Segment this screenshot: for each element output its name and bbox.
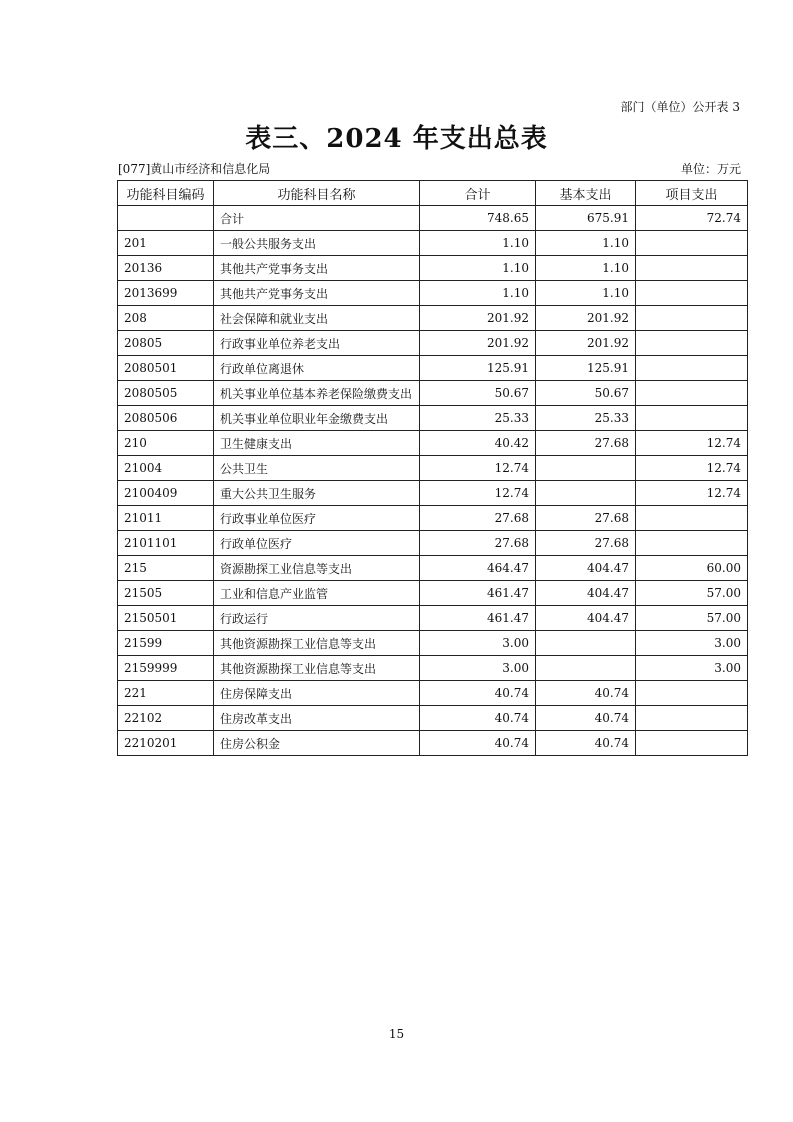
total-cell: 1.10 [420, 256, 536, 281]
project-cell: 57.00 [636, 581, 748, 606]
code-cell: 215 [118, 556, 214, 581]
total-cell: 461.47 [420, 581, 536, 606]
table-row [118, 381, 748, 406]
table-row [118, 481, 748, 506]
code-cell: 22102 [118, 706, 214, 731]
table-row [118, 281, 748, 306]
basic-cell: 404.47 [536, 556, 636, 581]
name-cell: 资源勘探工业信息等支出 [214, 556, 420, 581]
code-cell: 210 [118, 431, 214, 456]
total-cell: 1.10 [420, 231, 536, 256]
table-caption-line [118, 160, 741, 177]
total-cell: 201.92 [420, 331, 536, 356]
basic-cell: 40.74 [536, 706, 636, 731]
code-cell: 21599 [118, 631, 214, 656]
basic-cell: 25.33 [536, 406, 636, 431]
name-cell: 住房改革支出 [214, 706, 420, 731]
code-cell: 21505 [118, 581, 214, 606]
project-cell [636, 381, 748, 406]
project-cell [636, 356, 748, 381]
total-cell: 40.74 [420, 681, 536, 706]
basic-cell: 1.10 [536, 256, 636, 281]
name-cell: 公共卫生 [214, 456, 420, 481]
basic-cell: 404.47 [536, 581, 636, 606]
header-name: 功能科目名称 [214, 181, 420, 206]
total-cell: 748.65 [420, 206, 536, 231]
basic-cell: 1.10 [536, 231, 636, 256]
expenditure-table [117, 180, 748, 756]
name-cell: 合计 [214, 206, 420, 231]
project-cell [636, 281, 748, 306]
code-cell: 2013699 [118, 281, 214, 306]
code-cell: 21011 [118, 506, 214, 531]
code-cell: 20136 [118, 256, 214, 281]
form-number-label: 部门（单位）公开表 3 [620, 100, 740, 114]
total-cell: 40.42 [420, 431, 536, 456]
code-cell: 2080505 [118, 381, 214, 406]
table-row [118, 206, 748, 231]
code-cell: 2159999 [118, 656, 214, 681]
name-cell: 机关事业单位职业年金缴费支出 [214, 406, 420, 431]
basic-cell [536, 631, 636, 656]
total-cell: 40.74 [420, 706, 536, 731]
basic-cell [536, 481, 636, 506]
code-cell: 2150501 [118, 606, 214, 631]
basic-cell: 675.91 [536, 206, 636, 231]
basic-cell: 201.92 [536, 331, 636, 356]
header-total: 合计 [420, 181, 536, 206]
basic-cell: 40.74 [536, 731, 636, 756]
name-cell: 社会保障和就业支出 [214, 306, 420, 331]
code-cell: 2210201 [118, 731, 214, 756]
table-row [118, 731, 748, 756]
table-row [118, 606, 748, 631]
code-cell: 20805 [118, 331, 214, 356]
table-row [118, 256, 748, 281]
table-row [118, 531, 748, 556]
total-cell: 27.68 [420, 506, 536, 531]
name-cell: 行政事业单位养老支出 [214, 331, 420, 356]
table-row [118, 656, 748, 681]
project-cell [636, 731, 748, 756]
name-cell: 行政运行 [214, 606, 420, 631]
code-cell: 2080506 [118, 406, 214, 431]
basic-cell: 50.67 [536, 381, 636, 406]
name-cell: 重大公共卫生服务 [214, 481, 420, 506]
total-cell: 25.33 [420, 406, 536, 431]
code-cell [118, 206, 214, 231]
project-cell [636, 331, 748, 356]
project-cell: 72.74 [636, 206, 748, 231]
total-cell: 3.00 [420, 631, 536, 656]
basic-cell: 40.74 [536, 681, 636, 706]
name-cell: 卫生健康支出 [214, 431, 420, 456]
basic-cell [536, 456, 636, 481]
code-cell: 201 [118, 231, 214, 256]
total-cell: 40.74 [420, 731, 536, 756]
total-cell: 1.10 [420, 281, 536, 306]
table-header-row [118, 181, 748, 206]
basic-cell: 27.68 [536, 531, 636, 556]
project-cell: 3.00 [636, 631, 748, 656]
table-row [118, 431, 748, 456]
project-cell [636, 506, 748, 531]
table-row [118, 406, 748, 431]
total-cell: 12.74 [420, 481, 536, 506]
total-cell: 464.47 [420, 556, 536, 581]
total-cell: 3.00 [420, 656, 536, 681]
header-code: 功能科目编码 [118, 181, 214, 206]
code-cell: 208 [118, 306, 214, 331]
project-cell [636, 706, 748, 731]
page-number: 15 [388, 1027, 405, 1041]
table-row [118, 506, 748, 531]
basic-cell: 201.92 [536, 306, 636, 331]
project-cell: 12.74 [636, 431, 748, 456]
name-cell: 其他资源勘探工业信息等支出 [214, 631, 420, 656]
name-cell: 其他共产党事务支出 [214, 281, 420, 306]
table-row [118, 331, 748, 356]
basic-cell: 27.68 [536, 431, 636, 456]
table-row [118, 456, 748, 481]
code-cell: 2080501 [118, 356, 214, 381]
basic-cell: 125.91 [536, 356, 636, 381]
basic-cell [536, 656, 636, 681]
code-cell: 21004 [118, 456, 214, 481]
project-cell [636, 306, 748, 331]
table-row [118, 681, 748, 706]
project-cell: 60.00 [636, 556, 748, 581]
name-cell: 行政单位离退休 [214, 356, 420, 381]
organization-name: [077]黄山市经济和信息化局 [118, 162, 271, 176]
basic-cell: 27.68 [536, 506, 636, 531]
name-cell: 行政事业单位医疗 [214, 506, 420, 531]
project-cell: 3.00 [636, 656, 748, 681]
total-cell: 125.91 [420, 356, 536, 381]
name-cell: 机关事业单位基本养老保险缴费支出 [214, 381, 420, 406]
header-basic: 基本支出 [536, 181, 636, 206]
table-row [118, 581, 748, 606]
project-cell: 57.00 [636, 606, 748, 631]
basic-cell: 404.47 [536, 606, 636, 631]
project-cell [636, 256, 748, 281]
page-title: 表三、2024 年支出总表 [245, 124, 548, 154]
total-cell: 12.74 [420, 456, 536, 481]
project-cell: 12.74 [636, 481, 748, 506]
name-cell: 住房公积金 [214, 731, 420, 756]
table-row [118, 631, 748, 656]
code-cell: 2101101 [118, 531, 214, 556]
name-cell: 其他共产党事务支出 [214, 256, 420, 281]
total-cell: 201.92 [420, 306, 536, 331]
table-row [118, 306, 748, 331]
table-row [118, 706, 748, 731]
total-cell: 50.67 [420, 381, 536, 406]
project-cell [636, 406, 748, 431]
name-cell: 其他资源勘探工业信息等支出 [214, 656, 420, 681]
name-cell: 一般公共服务支出 [214, 231, 420, 256]
project-cell: 12.74 [636, 456, 748, 481]
code-cell: 2100409 [118, 481, 214, 506]
project-cell [636, 531, 748, 556]
name-cell: 住房保障支出 [214, 681, 420, 706]
code-cell: 221 [118, 681, 214, 706]
table-row [118, 556, 748, 581]
basic-cell: 1.10 [536, 281, 636, 306]
header-project: 项目支出 [636, 181, 748, 206]
project-cell [636, 231, 748, 256]
total-cell: 461.47 [420, 606, 536, 631]
unit-label: 单位：万元 [680, 162, 741, 176]
name-cell: 工业和信息产业监管 [214, 581, 420, 606]
name-cell: 行政单位医疗 [214, 531, 420, 556]
project-cell [636, 681, 748, 706]
table-row [118, 231, 748, 256]
table-row [118, 356, 748, 381]
total-cell: 27.68 [420, 531, 536, 556]
